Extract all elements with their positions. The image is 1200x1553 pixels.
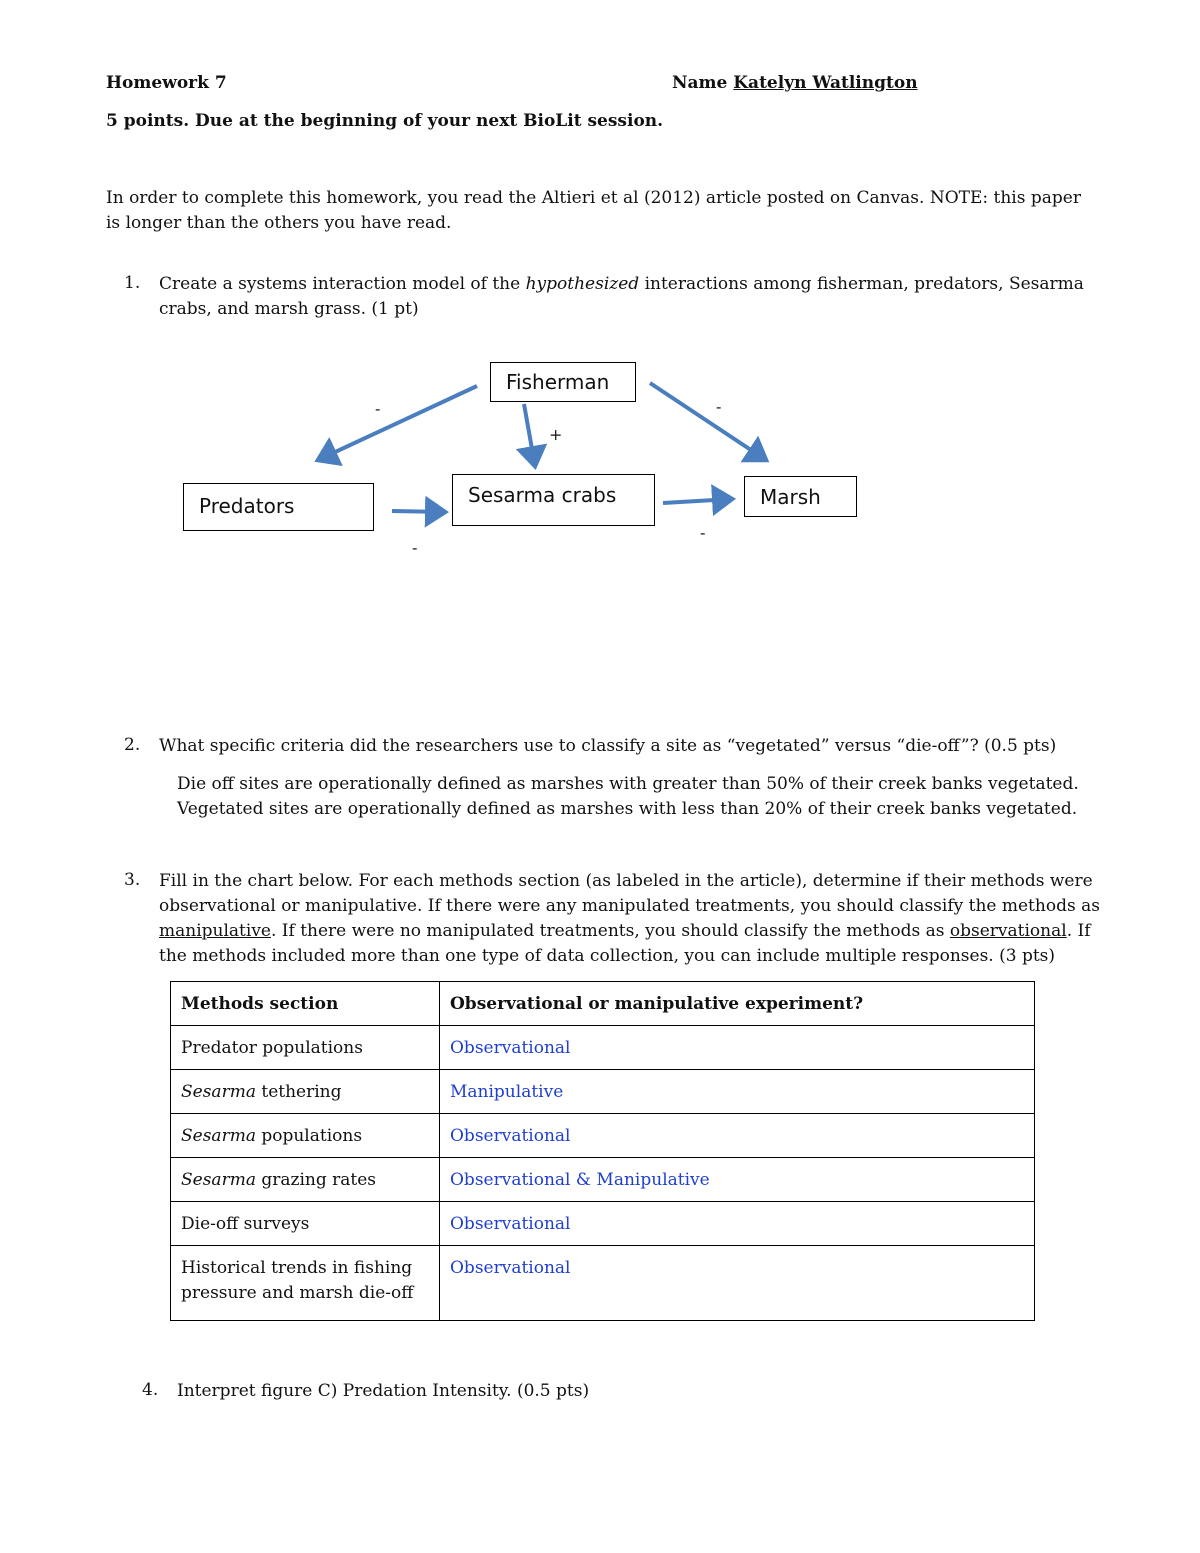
answer-cell: Manipulative bbox=[440, 1070, 1035, 1114]
table-row bbox=[171, 1158, 1035, 1202]
arrow-fisherman-sesarma bbox=[524, 404, 535, 466]
table-row bbox=[171, 1246, 1035, 1321]
answer-cell: Observational bbox=[440, 1246, 1035, 1321]
q3-number: 3. bbox=[124, 870, 141, 890]
q3-line-4: the methods included more than one type of data collection, you can include multiple responses. (3 pts) bbox=[159, 946, 1056, 966]
node-sesarma-crabs bbox=[452, 474, 655, 526]
header-methods-section: Methods section bbox=[171, 982, 440, 1026]
q1-number: 1. bbox=[124, 273, 141, 293]
table-row bbox=[171, 1070, 1035, 1114]
method-italic: Sesarma bbox=[181, 1082, 256, 1102]
node-fisherman-label: Fisherman bbox=[506, 370, 610, 394]
arrow-fisherman-predators bbox=[318, 386, 477, 460]
sign-sesarma-marsh: - bbox=[700, 523, 706, 542]
table-row bbox=[171, 1202, 1035, 1246]
method-cell bbox=[171, 1114, 440, 1158]
name-label: Name bbox=[672, 73, 734, 93]
q4-text: Interpret figure C) Predation Intensity. (0.5 pts) bbox=[177, 1381, 590, 1401]
method-name: tethering bbox=[255, 1082, 342, 1102]
answer-cell: Observational bbox=[440, 1026, 1035, 1070]
sign-fisherman-sesarma: + bbox=[549, 425, 563, 444]
method-name: Die-off surveys bbox=[181, 1214, 310, 1234]
node-marsh bbox=[744, 476, 857, 517]
q2-answer-line-2: Vegetated sites are operationally defined as marshes with less than 20% of their creek banks vegetated. bbox=[177, 799, 1078, 819]
q1-emphasis: hypothesized bbox=[525, 274, 640, 294]
method-cell bbox=[171, 1202, 440, 1246]
node-predators-label: Predators bbox=[199, 494, 295, 518]
table-row bbox=[171, 1026, 1035, 1070]
q1-text-start: Create a systems interaction model of the bbox=[159, 274, 526, 294]
sign-fisherman-marsh: - bbox=[716, 397, 722, 416]
due-note: 5 points. Due at the beginning of your next BioLit session. bbox=[106, 111, 664, 131]
node-fisherman bbox=[490, 362, 636, 402]
answer-cell: Observational & Manipulative bbox=[440, 1158, 1035, 1202]
method-cell bbox=[171, 1246, 440, 1321]
method-name: Historical trends in fishing pressure and marsh die-off bbox=[181, 1258, 414, 1303]
q2-question: What specific criteria did the researchers use to classify a site as “vegetated” versus “die-off”? (0.5 pts) bbox=[159, 736, 1057, 756]
sign-predators-sesarma: - bbox=[412, 538, 418, 557]
method-italic: Sesarma bbox=[181, 1170, 256, 1190]
header-experiment-type: Observational or manipulative experiment? bbox=[440, 982, 1035, 1026]
q4-number: 4. bbox=[142, 1380, 159, 1400]
homework-title: Homework 7 bbox=[106, 73, 227, 93]
methods-table bbox=[170, 981, 1035, 1321]
name-value: Katelyn Watlington bbox=[733, 73, 918, 93]
intro-line-1: In order to complete this homework, you read the Altieri et al (2012) article posted on Canvas. NOTE: this paper bbox=[106, 188, 1081, 208]
table-header-row bbox=[171, 982, 1035, 1026]
q2-answer-line-1: Die off sites are operationally defined as marshes with greater than 50% of their creek banks vegetated. bbox=[177, 774, 1079, 794]
answer-cell: Observational bbox=[440, 1202, 1035, 1246]
table-row bbox=[171, 1114, 1035, 1158]
method-italic: Sesarma bbox=[181, 1126, 256, 1146]
method-cell bbox=[171, 1158, 440, 1202]
q2-number: 2. bbox=[124, 735, 141, 755]
q3-underline-manipulative: manipulative bbox=[159, 921, 271, 941]
node-sesarma-label: Sesarma crabs bbox=[468, 483, 617, 507]
q1-line-2: crabs, and marsh grass. (1 pt) bbox=[159, 299, 419, 319]
method-cell bbox=[171, 1026, 440, 1070]
arrow-fisherman-marsh bbox=[650, 383, 766, 460]
q2-answer bbox=[177, 772, 1079, 822]
sign-fisherman-predators: - bbox=[375, 399, 381, 418]
method-name: Predator populations bbox=[181, 1038, 363, 1058]
arrow-predators-sesarma bbox=[392, 511, 445, 512]
method-name: grazing rates bbox=[255, 1170, 377, 1190]
intro-line-2: is longer than the others you have read. bbox=[106, 213, 452, 233]
method-name: populations bbox=[255, 1126, 363, 1146]
q3-underline-observational: observational bbox=[949, 921, 1067, 941]
q3-line-2: observational or manipulative. If there were any manipulated treatments, you should classify the methods as bbox=[159, 896, 1100, 916]
arrow-sesarma-marsh bbox=[663, 499, 732, 503]
q3-line-3 bbox=[159, 919, 1100, 944]
method-cell bbox=[171, 1070, 440, 1114]
q3-line-3-mid: . If there were no manipulated treatments, you should classify the methods as bbox=[270, 921, 950, 941]
node-predators bbox=[183, 483, 374, 531]
q3-line-1: Fill in the chart below. For each methods section (as labeled in the article), determine if their methods were bbox=[159, 871, 1093, 891]
q3-line-3-end: . If bbox=[1066, 921, 1091, 941]
q1-text-end: interactions among fisherman, predators, Sesarma bbox=[639, 274, 1084, 294]
answer-cell: Observational bbox=[440, 1114, 1035, 1158]
q3-text bbox=[159, 869, 1100, 969]
node-marsh-label: Marsh bbox=[760, 485, 821, 509]
